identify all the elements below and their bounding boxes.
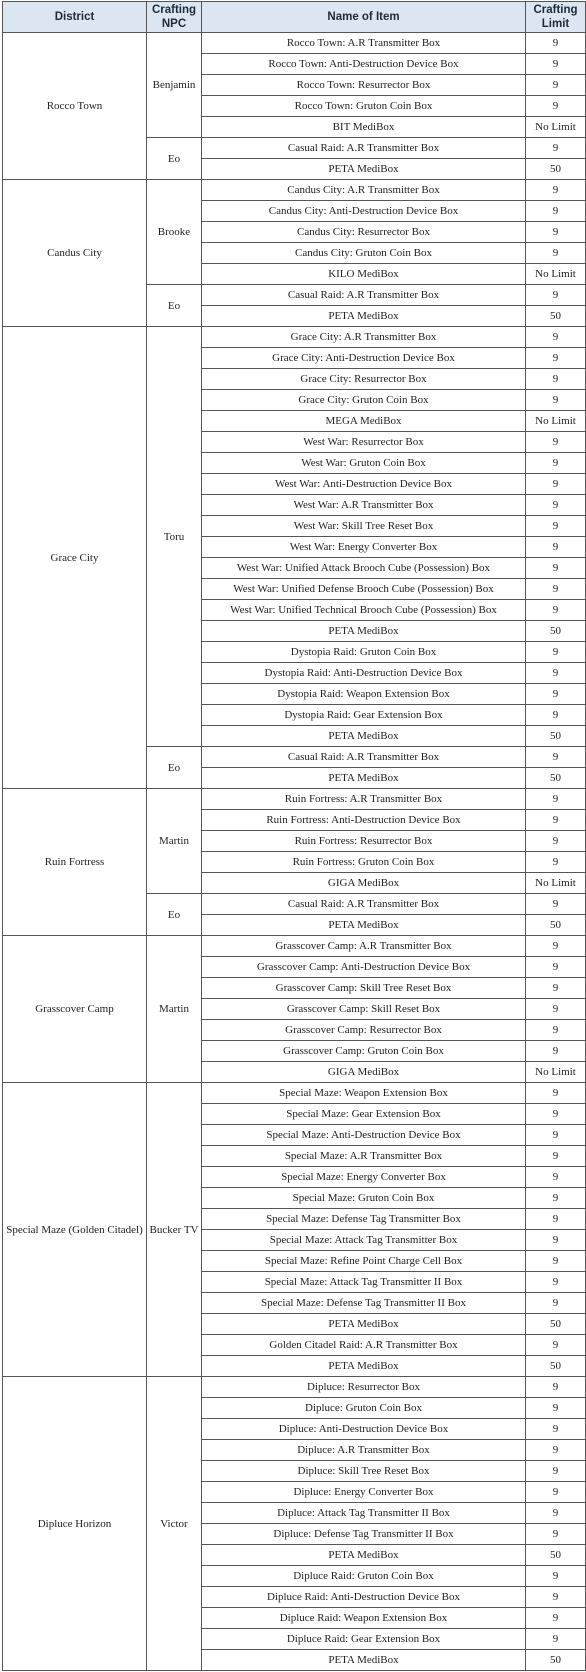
crafting-limit-cell: 9 [526,1377,586,1398]
crafting-limit-cell: 9 [526,1482,586,1503]
crafting-limit-cell: 9 [526,642,586,663]
crafting-limit-cell: 50 [526,726,586,747]
crafting-limit-cell: 9 [526,978,586,999]
crafting-limit-cell: 9 [526,453,586,474]
crafting-limit-cell: 9 [526,1020,586,1041]
item-name-cell: Casual Raid: A.R Transmitter Box [202,747,526,768]
table-header [3,2,586,33]
header-item-name [202,2,526,33]
crafting-limit-cell: 9 [526,1440,586,1461]
item-name-cell: Ruin Fortress: Gruton Coin Box [202,852,526,873]
header-limit-line2: Limit [541,18,570,30]
item-name-cell: Dystopia Raid: Anti-Destruction Device Box [202,663,526,684]
item-name-cell: PETA MediBox [202,306,526,327]
crafting-limit-cell: 9 [526,894,586,915]
crafting-limit-cell: No Limit [526,1062,586,1083]
district-cell: Grasscover Camp [3,936,147,1083]
header-crafting-npc [147,2,202,33]
crafting-limit-cell: 9 [526,747,586,768]
crafting-table-wrapper [2,1,586,1671]
crafting-limit-cell: 9 [526,789,586,810]
crafting-limit-cell: 9 [526,957,586,978]
crafting-limit-cell: 9 [526,1104,586,1125]
crafting-limit-cell: 9 [526,1608,586,1629]
item-name-cell: Dipluce: Energy Converter Box [202,1482,526,1503]
item-name-cell: PETA MediBox [202,1356,526,1377]
crafting-limit-cell: 9 [526,432,586,453]
item-name-cell: Dystopia Raid: Weapon Extension Box [202,684,526,705]
crafting-limit-cell: 9 [526,138,586,159]
header-npc-line1: Crafting [151,4,197,16]
crafting-limit-cell: 9 [526,1524,586,1545]
item-name-cell: Candus City: Resurrector Box [202,222,526,243]
crafting-limit-cell: 50 [526,1314,586,1335]
item-name-cell: Grace City: A.R Transmitter Box [202,327,526,348]
npc-cell: Bucker TV [147,1083,202,1377]
item-name-cell: PETA MediBox [202,1314,526,1335]
table-row [3,33,586,54]
crafting-limit-cell: 9 [526,1251,586,1272]
crafting-limit-cell: 50 [526,621,586,642]
item-name-cell: PETA MediBox [202,621,526,642]
crafting-limit-cell: 9 [526,705,586,726]
header-district [3,2,147,33]
crafting-limit-cell: 9 [526,1398,586,1419]
item-name-cell: PETA MediBox [202,915,526,936]
item-name-cell: Dipluce: A.R Transmitter Box [202,1440,526,1461]
crafting-limit-cell: 9 [526,1272,586,1293]
crafting-limit-cell: 9 [526,1461,586,1482]
item-name-cell: West War: Gruton Coin Box [202,453,526,474]
crafting-limit-cell: 9 [526,1293,586,1314]
npc-cell: Toru [147,327,202,747]
crafting-limit-cell: 9 [526,558,586,579]
item-name-cell: GIGA MediBox [202,1062,526,1083]
crafting-limit-cell: 50 [526,768,586,789]
item-name-cell: West War: Unified Defense Brooch Cube (Possession) Box [202,579,526,600]
crafting-limit-cell: 9 [526,936,586,957]
item-name-cell: PETA MediBox [202,768,526,789]
header-district-label: District [54,11,95,23]
npc-cell: Brooke [147,180,202,285]
header-item-label: Name of Item [327,11,400,23]
item-name-cell: Golden Citadel Raid: A.R Transmitter Box [202,1335,526,1356]
crafting-limit-cell: 9 [526,1041,586,1062]
npc-cell: Martin [147,936,202,1083]
item-name-cell: Grasscover Camp: A.R Transmitter Box [202,936,526,957]
item-name-cell: Ruin Fortress: Anti-Destruction Device Box [202,810,526,831]
item-name-cell: Special Maze: Weapon Extension Box [202,1083,526,1104]
item-name-cell: Ruin Fortress: A.R Transmitter Box [202,789,526,810]
item-name-cell: Special Maze: Defense Tag Transmitter II Box [202,1293,526,1314]
item-name-cell: Dipluce: Gruton Coin Box [202,1398,526,1419]
item-name-cell: Special Maze: Gruton Coin Box [202,1188,526,1209]
item-name-cell: Rocco Town: Resurrector Box [202,75,526,96]
item-name-cell: Dystopia Raid: Gruton Coin Box [202,642,526,663]
item-name-cell: KILO MediBox [202,264,526,285]
item-name-cell: Special Maze: Energy Converter Box [202,1167,526,1188]
crafting-limit-cell: 9 [526,516,586,537]
crafting-limit-cell: 9 [526,831,586,852]
crafting-limit-cell: 50 [526,1356,586,1377]
crafting-limit-cell: 50 [526,306,586,327]
item-name-cell: Dipluce Raid: Anti-Destruction Device Box [202,1587,526,1608]
table-body [3,33,586,1671]
item-name-cell: Rocco Town: Anti-Destruction Device Box [202,54,526,75]
npc-cell: Martin [147,789,202,894]
crafting-limit-cell: 50 [526,1545,586,1566]
item-name-cell: Grasscover Camp: Anti-Destruction Device Box [202,957,526,978]
crafting-limit-cell: 9 [526,1188,586,1209]
item-name-cell: West War: Unified Technical Brooch Cube (Possession) Box [202,600,526,621]
item-name-cell: Dipluce: Attack Tag Transmitter II Box [202,1503,526,1524]
item-name-cell: Candus City: A.R Transmitter Box [202,180,526,201]
item-name-cell: BIT MediBox [202,117,526,138]
crafting-limit-cell: 9 [526,180,586,201]
crafting-limit-cell: 9 [526,495,586,516]
crafting-limit-cell: 50 [526,1650,586,1671]
table-row [3,1083,586,1104]
item-name-cell: West War: Unified Attack Brooch Cube (Possession) Box [202,558,526,579]
table-row [3,789,586,810]
item-name-cell: Dipluce Raid: Gruton Coin Box [202,1566,526,1587]
table-row [3,327,586,348]
crafting-limit-cell: 9 [526,684,586,705]
header-crafting-limit [526,2,586,33]
item-name-cell: Dipluce: Skill Tree Reset Box [202,1461,526,1482]
crafting-limit-cell: 9 [526,222,586,243]
crafting-limit-cell: 9 [526,285,586,306]
item-name-cell: Grasscover Camp: Skill Tree Reset Box [202,978,526,999]
npc-cell: Eo [147,894,202,936]
item-name-cell: Special Maze: Attack Tag Transmitter Box [202,1230,526,1251]
table-row [3,936,586,957]
district-cell: Ruin Fortress [3,789,147,936]
crafting-limit-cell: 9 [526,201,586,222]
item-name-cell: Dystopia Raid: Gear Extension Box [202,705,526,726]
item-name-cell: Casual Raid: A.R Transmitter Box [202,285,526,306]
item-name-cell: Grasscover Camp: Gruton Coin Box [202,1041,526,1062]
crafting-limit-cell: 9 [526,1503,586,1524]
item-name-cell: Special Maze: Attack Tag Transmitter II Box [202,1272,526,1293]
crafting-limit-cell: 50 [526,159,586,180]
npc-cell: Eo [147,138,202,180]
item-name-cell: Dipluce Raid: Gear Extension Box [202,1629,526,1650]
crafting-limit-cell: 9 [526,1335,586,1356]
item-name-cell: Dipluce: Anti-Destruction Device Box [202,1419,526,1440]
crafting-limit-cell: 9 [526,537,586,558]
district-cell: Rocco Town [3,33,147,180]
header-limit-line1: Crafting [533,4,578,16]
crafting-limit-cell: 9 [526,1587,586,1608]
item-name-cell: PETA MediBox [202,726,526,747]
item-name-cell: Special Maze: A.R Transmitter Box [202,1146,526,1167]
item-name-cell: West War: A.R Transmitter Box [202,495,526,516]
item-name-cell: PETA MediBox [202,1650,526,1671]
crafting-limit-cell: 9 [526,243,586,264]
crafting-limit-cell: No Limit [526,411,586,432]
crafting-limit-cell: 9 [526,579,586,600]
item-name-cell: Casual Raid: A.R Transmitter Box [202,138,526,159]
item-name-cell: Special Maze: Defense Tag Transmitter Box [202,1209,526,1230]
crafting-limit-cell: 50 [526,915,586,936]
item-name-cell: Grace City: Resurrector Box [202,369,526,390]
crafting-limit-cell: 9 [526,1125,586,1146]
crafting-limit-cell: 9 [526,348,586,369]
crafting-limit-cell: 9 [526,1083,586,1104]
item-name-cell: GIGA MediBox [202,873,526,894]
item-name-cell: Candus City: Gruton Coin Box [202,243,526,264]
item-name-cell: PETA MediBox [202,1545,526,1566]
npc-cell: Benjamin [147,33,202,138]
crafting-limit-cell: 9 [526,474,586,495]
crafting-limit-cell: 9 [526,1146,586,1167]
header-npc-line2: NPC [161,18,187,30]
item-name-cell: Candus City: Anti-Destruction Device Box [202,201,526,222]
item-name-cell: West War: Anti-Destruction Device Box [202,474,526,495]
item-name-cell: Special Maze: Gear Extension Box [202,1104,526,1125]
table-row [3,1377,586,1398]
district-cell: Candus City [3,180,147,327]
crafting-limit-cell: 9 [526,33,586,54]
crafting-limit-cell: 9 [526,369,586,390]
item-name-cell: West War: Skill Tree Reset Box [202,516,526,537]
table-row [3,180,586,201]
crafting-limit-cell: 9 [526,810,586,831]
item-name-cell: MEGA MediBox [202,411,526,432]
npc-cell: Eo [147,747,202,789]
item-name-cell: West War: Resurrector Box [202,432,526,453]
crafting-limit-cell: No Limit [526,264,586,285]
crafting-limit-cell: 9 [526,1209,586,1230]
crafting-limit-cell: 9 [526,327,586,348]
item-name-cell: PETA MediBox [202,159,526,180]
item-name-cell: Grace City: Gruton Coin Box [202,390,526,411]
crafting-limit-cell: 9 [526,999,586,1020]
crafting-limit-cell: 9 [526,54,586,75]
district-cell: Dipluce Horizon [3,1377,147,1671]
item-name-cell: Grasscover Camp: Resurrector Box [202,1020,526,1041]
crafting-table [2,1,586,1671]
crafting-limit-cell: 9 [526,1629,586,1650]
crafting-limit-cell: 9 [526,1167,586,1188]
district-cell: Special Maze (Golden Citadel) [3,1083,147,1377]
crafting-limit-cell: 9 [526,390,586,411]
item-name-cell: Dipluce: Defense Tag Transmitter II Box [202,1524,526,1545]
crafting-limit-cell: 9 [526,852,586,873]
crafting-limit-cell: 9 [526,1230,586,1251]
item-name-cell: West War: Energy Converter Box [202,537,526,558]
item-name-cell: Rocco Town: Gruton Coin Box [202,96,526,117]
crafting-limit-cell: No Limit [526,873,586,894]
item-name-cell: Casual Raid: A.R Transmitter Box [202,894,526,915]
crafting-limit-cell: 9 [526,96,586,117]
crafting-limit-cell: 9 [526,600,586,621]
npc-cell: Victor [147,1377,202,1671]
district-cell: Grace City [3,327,147,789]
item-name-cell: Special Maze: Anti-Destruction Device Box [202,1125,526,1146]
crafting-limit-cell: 9 [526,663,586,684]
crafting-limit-cell: 9 [526,1419,586,1440]
item-name-cell: Dipluce: Resurrector Box [202,1377,526,1398]
item-name-cell: Grasscover Camp: Skill Reset Box [202,999,526,1020]
item-name-cell: Ruin Fortress: Resurrector Box [202,831,526,852]
item-name-cell: Special Maze: Refine Point Charge Cell Box [202,1251,526,1272]
crafting-limit-cell: 9 [526,1566,586,1587]
crafting-limit-cell: 9 [526,75,586,96]
crafting-limit-cell: No Limit [526,117,586,138]
header-row [3,2,586,33]
npc-cell: Eo [147,285,202,327]
item-name-cell: Rocco Town: A.R Transmitter Box [202,33,526,54]
item-name-cell: Grace City: Anti-Destruction Device Box [202,348,526,369]
item-name-cell: Dipluce Raid: Weapon Extension Box [202,1608,526,1629]
